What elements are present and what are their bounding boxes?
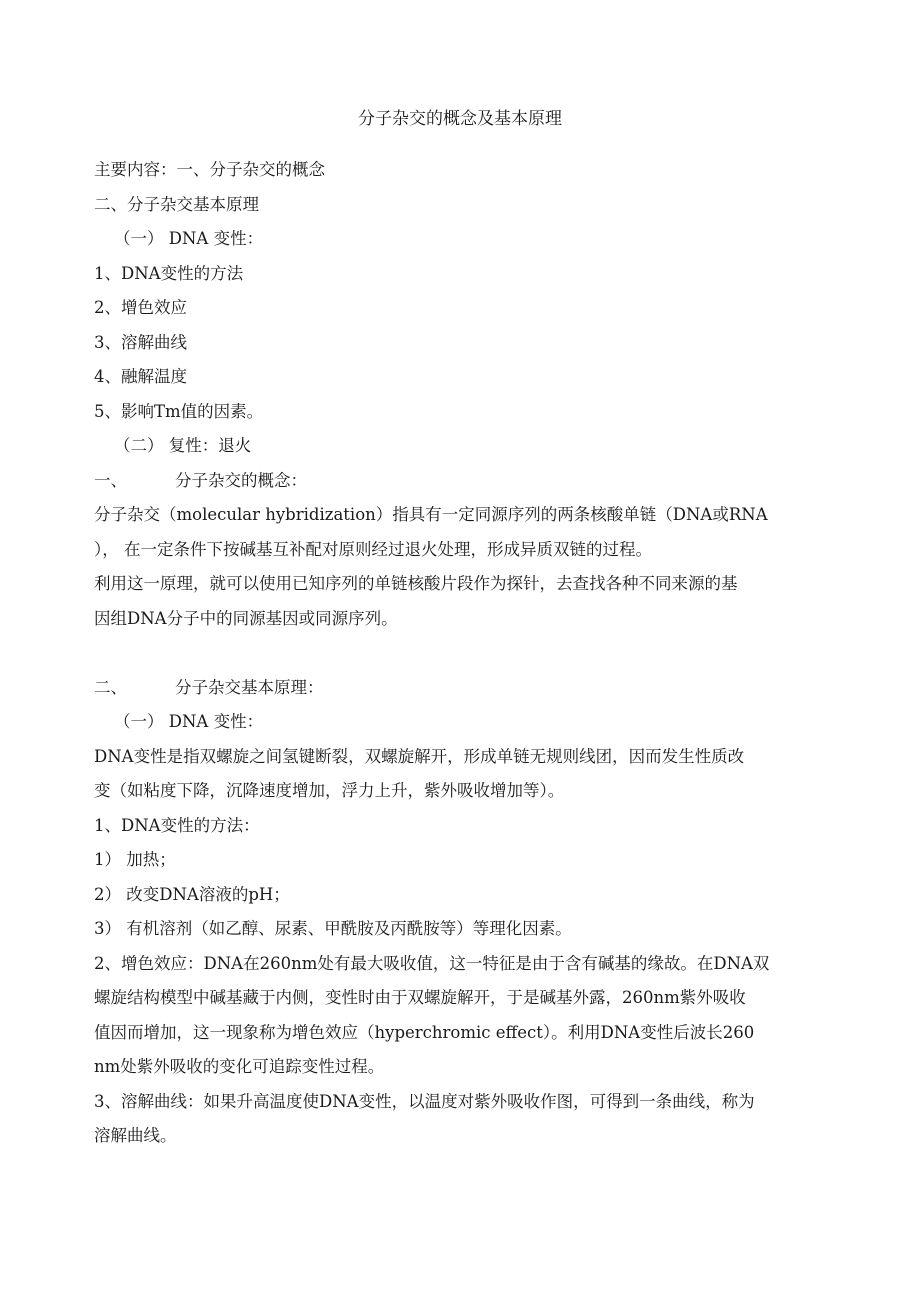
definition-line-1: 分子杂交（molecular hybridization）指具有一定同源序列的两条核酸单链（DNA或RNA bbox=[94, 505, 768, 524]
subsection-denaturation-heading: （一） DNA 变性： bbox=[114, 712, 264, 731]
outline-section-2: 二、分子杂交基本原理 bbox=[94, 194, 259, 214]
outline-subsection-renaturation: （二） 复性：退火 bbox=[114, 436, 252, 455]
probe-line-2: 因组DNA分子中的同源基因或同源序列。 bbox=[94, 608, 398, 628]
probe-line-1: 利用这一原理，就可以使用已知序列的单链核酸片段作为探针，去查找各种不同来源的基 bbox=[94, 574, 738, 593]
outline-item-3: 3、溶解曲线 bbox=[94, 332, 187, 352]
denaturation-line-1: DNA变性是指双螺旋之间氢键断裂，双螺旋解开，形成单链无规则线团，因而发生性质改 bbox=[94, 746, 745, 766]
document-title: 分子杂交的概念及基本原理 bbox=[358, 109, 562, 129]
section-1-number: 一、 bbox=[94, 470, 127, 490]
outline-item-5: 5、影响Tm值的因素。 bbox=[94, 401, 264, 421]
blank-line bbox=[94, 636, 834, 671]
hyperchromic-line-1: 2、增色效应：DNA在260nm处有最大吸收值，这一特征是由于含有碱基的缘故。在DNA双 bbox=[94, 953, 770, 973]
outline-item-2: 2、增色效应 bbox=[94, 298, 187, 317]
methods-heading: 1、DNA变性的方法： bbox=[94, 815, 260, 835]
hyperchromic-line-2: 螺旋结构模型中碱基藏于内侧，变性时由于双螺旋解开，于是碱基外露，260nm紫外吸收 bbox=[94, 988, 746, 1007]
section-1-title: 分子杂交的概念： bbox=[175, 470, 307, 490]
melting-curve-line-1: 3、溶解曲线：如果升高温度使DNA变性，以温度对紫外吸收作图，可得到一条曲线，称为 bbox=[94, 1091, 755, 1111]
method-item-1: 1） 加热； bbox=[94, 850, 176, 869]
definition-line-2: ）， 在一定条件下按碱基互补配对原则经过退火处理，形成异质双链的过程。 bbox=[94, 539, 652, 559]
section-2-number: 二、 bbox=[94, 677, 127, 697]
section-2-heading bbox=[94, 671, 834, 706]
outline-item-4: 4、融解温度 bbox=[94, 367, 187, 386]
melting-curve-line-2: 溶解曲线。 bbox=[94, 1126, 177, 1145]
section-2-title: 分子杂交基本原理： bbox=[175, 677, 324, 697]
hyperchromic-line-3: 值因而增加，这一现象称为增色效应（hyperchromic effect）。利用DNA变性后波长260 bbox=[94, 1022, 755, 1042]
method-item-2: 2） 改变DNA溶液的pH； bbox=[94, 884, 290, 904]
outline-item-1: 1、DNA变性的方法 bbox=[94, 263, 244, 283]
hyperchromic-line-4: nm处紫外吸收的变化可追踪变性过程。 bbox=[94, 1057, 385, 1076]
method-item-3: 3） 有机溶剂（如乙醇、尿素、甲酰胺及丙酰胺等）等理化因素。 bbox=[94, 919, 572, 938]
document-body bbox=[94, 153, 834, 1154]
section-1-heading bbox=[94, 464, 834, 499]
outline-main-content: 主要内容：一、分子杂交的概念 bbox=[94, 160, 325, 179]
outline-subsection-denaturation: （一） DNA 变性： bbox=[114, 229, 264, 248]
denaturation-line-2: 变（如粘度下降，沉降速度增加，浮力上升，紫外吸收增加等）。 bbox=[94, 781, 565, 800]
